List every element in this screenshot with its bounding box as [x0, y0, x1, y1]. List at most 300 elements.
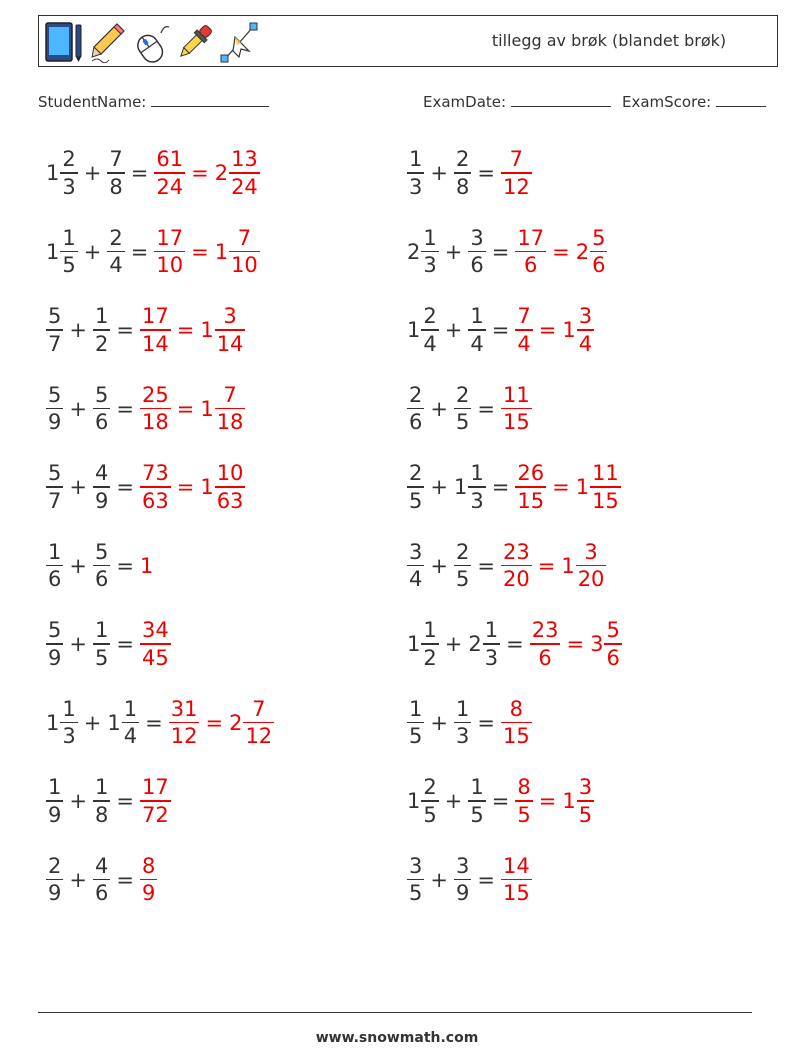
denominator: 10 [231, 253, 258, 278]
numerator: 23 [531, 618, 559, 643]
numerator: 2 [455, 539, 470, 564]
whole-number: 1 [46, 161, 60, 185]
numerator: 1 [94, 304, 109, 329]
denominator: 9 [48, 410, 62, 435]
numerator: 11 [502, 382, 530, 407]
numerator: 1 [484, 618, 499, 643]
fraction-term [46, 460, 63, 514]
numerator: 7 [517, 304, 531, 329]
student-name-label: StudentName: [38, 93, 147, 111]
fraction [154, 225, 185, 279]
whole-number: 1 [46, 239, 60, 264]
fraction [140, 617, 171, 671]
answer-term [140, 617, 171, 671]
plus-operator: + [430, 710, 448, 735]
answer-term [215, 146, 260, 200]
fraction [93, 539, 110, 593]
fraction [515, 774, 532, 828]
equals-operator: = [491, 318, 510, 342]
numerator: 1 [48, 539, 62, 564]
fraction-term [46, 303, 63, 357]
numerator: 8 [141, 853, 156, 878]
numerator: 5 [94, 382, 109, 407]
pipette-icon [175, 21, 215, 63]
denominator: 14 [141, 331, 169, 356]
fraction-term [107, 146, 124, 200]
plus-operator: + [69, 632, 87, 656]
denominator: 8 [94, 802, 109, 827]
plus-operator: + [83, 710, 102, 735]
fraction [407, 146, 424, 200]
numerator: 1 [94, 775, 109, 800]
fraction-term [454, 696, 471, 750]
denominator: 4 [578, 331, 593, 356]
fraction [454, 539, 471, 593]
denominator: 2 [94, 331, 109, 356]
fraction [468, 303, 485, 357]
fraction [515, 460, 546, 514]
equals-operator: = [116, 867, 134, 892]
numerator: 2 [423, 304, 437, 329]
fraction [215, 460, 246, 514]
fraction [407, 460, 424, 514]
denominator: 12 [245, 724, 273, 749]
answer-term [501, 146, 532, 200]
fraction [407, 382, 424, 436]
fraction [122, 696, 139, 750]
fraction [604, 617, 621, 671]
denominator: 6 [48, 567, 62, 592]
equals-operator: = [116, 475, 134, 499]
equals-operator: = [116, 632, 134, 656]
whole-number: 1 [46, 710, 60, 735]
numerator: 1 [470, 461, 484, 486]
student-name-blank[interactable] [151, 92, 269, 107]
denominator: 9 [455, 881, 470, 906]
problem-row [407, 299, 594, 361]
fraction [140, 460, 171, 514]
numerator: 2 [62, 147, 76, 172]
denominator: 6 [94, 881, 109, 906]
whole-number: 1 [214, 239, 229, 264]
fraction [93, 774, 110, 828]
problem-row [46, 299, 245, 361]
denominator: 63 [141, 488, 169, 513]
numerator: 5 [592, 225, 606, 250]
whole-number: 1 [407, 318, 421, 342]
fraction [140, 382, 171, 436]
equals-operator: = [191, 239, 209, 264]
numerator: 8 [517, 775, 531, 800]
fraction-term [407, 460, 424, 514]
answer-term [530, 617, 561, 671]
problem-row [407, 613, 622, 675]
plus-operator: + [69, 553, 87, 578]
denominator: 3 [423, 253, 437, 278]
denominator: 5 [470, 802, 484, 827]
numerator: 2 [423, 775, 437, 800]
fraction [515, 303, 532, 357]
numerator: 5 [48, 461, 62, 486]
problem-row [46, 142, 260, 204]
fraction [60, 696, 77, 750]
denominator: 5 [517, 802, 531, 827]
problem-row [407, 535, 606, 597]
fraction [454, 146, 471, 200]
numerator: 1 [62, 225, 76, 250]
denominator: 9 [94, 488, 109, 513]
fraction [577, 303, 594, 357]
fraction-term [407, 617, 439, 671]
answer-term [562, 303, 594, 357]
numerator: 1 [62, 696, 76, 721]
fraction-term [407, 696, 424, 750]
plus-operator: + [444, 318, 463, 342]
fraction [243, 696, 274, 750]
denominator: 4 [409, 567, 423, 592]
problem-row [46, 535, 154, 597]
fraction-term [46, 146, 78, 200]
numerator: 1 [409, 147, 423, 172]
numerator: 31 [170, 696, 198, 721]
whole-number: 2 [214, 161, 229, 185]
equals-operator: = [552, 475, 570, 499]
denominator: 72 [141, 802, 169, 827]
denominator: 6 [470, 253, 484, 278]
fraction [215, 303, 246, 357]
whole-number: 1 [200, 396, 214, 421]
fraction [501, 382, 532, 436]
equals-operator: = [130, 239, 149, 264]
denominator: 3 [484, 645, 499, 670]
equals-operator: = [566, 632, 585, 656]
answer-term [140, 382, 171, 436]
numerator: 3 [409, 539, 423, 564]
problem-row [46, 770, 171, 832]
numerator: 7 [237, 225, 252, 250]
fraction-term [454, 382, 471, 436]
numerator: 3 [584, 539, 598, 564]
denominator: 24 [231, 174, 258, 199]
denominator: 5 [62, 253, 76, 278]
fraction [46, 460, 63, 514]
plus-operator: + [444, 239, 463, 264]
equals-operator: = [477, 396, 495, 421]
denominator: 9 [48, 802, 62, 827]
denominator: 8 [455, 174, 470, 199]
fraction [46, 853, 63, 907]
numerator: 3 [578, 304, 593, 329]
fraction [229, 225, 260, 279]
denominator: 20 [577, 567, 605, 592]
denominator: 4 [517, 331, 531, 356]
problem-row [407, 456, 621, 518]
plus-operator: + [430, 553, 448, 578]
numerator: 1 [423, 618, 437, 643]
fraction [154, 146, 185, 200]
equals-operator: = [176, 396, 195, 421]
header-box [38, 15, 778, 67]
fraction [468, 225, 485, 279]
fraction [468, 460, 485, 514]
equals-operator: = [145, 710, 163, 735]
answer-term [576, 460, 621, 514]
equals-operator: = [477, 867, 495, 892]
plus-operator: + [444, 632, 463, 656]
denominator: 14 [216, 331, 244, 356]
fraction [93, 460, 110, 514]
plus-operator: + [430, 475, 448, 499]
problem-row [46, 849, 157, 911]
fraction-term [468, 225, 485, 279]
fraction [229, 146, 260, 200]
numerator: 2 [109, 225, 123, 250]
fraction-term [407, 303, 439, 357]
exam-score-blank[interactable] [716, 92, 766, 107]
equals-operator: = [116, 318, 134, 342]
numerator: 7 [509, 147, 524, 172]
fraction-term [93, 774, 110, 828]
denominator: 3 [470, 488, 484, 513]
equals-operator: = [538, 318, 557, 342]
plus-operator: + [69, 318, 87, 342]
denominator: 5 [409, 488, 423, 513]
fraction-term [407, 382, 424, 436]
footer-divider [38, 1012, 752, 1013]
numerator: 11 [592, 461, 619, 486]
numerator: 1 [409, 696, 423, 721]
denominator: 20 [502, 567, 530, 592]
denominator: 2 [423, 645, 437, 670]
equals-operator: = [176, 475, 195, 499]
equals-operator: = [537, 553, 556, 578]
denominator: 63 [216, 488, 244, 513]
fraction [46, 617, 63, 671]
answer-term [154, 225, 185, 279]
denominator: 6 [94, 410, 109, 435]
fraction-term [407, 225, 439, 279]
fraction [501, 539, 532, 593]
fraction [590, 225, 607, 279]
answer-term [576, 225, 608, 279]
problem-row [407, 849, 532, 911]
plus-operator: + [430, 867, 448, 892]
numerator: 25 [141, 382, 169, 407]
fraction-term [46, 617, 63, 671]
denominator: 5 [94, 645, 109, 670]
fraction [407, 696, 424, 750]
denominator: 15 [592, 488, 619, 513]
numerator: 4 [94, 853, 109, 878]
denominator: 15 [517, 488, 545, 513]
numerator: 14 [502, 853, 530, 878]
numerator: 1 [423, 225, 437, 250]
denominator: 4 [109, 253, 123, 278]
denominator: 5 [578, 802, 593, 827]
fraction-term [468, 303, 485, 357]
fraction [454, 853, 471, 907]
fraction-term [93, 303, 110, 357]
mouse-icon [131, 21, 171, 63]
answer-term [515, 460, 546, 514]
fraction [468, 774, 485, 828]
fraction [46, 303, 63, 357]
fraction-term [407, 774, 439, 828]
denominator: 7 [48, 331, 62, 356]
numerator: 73 [141, 461, 169, 486]
fraction-term [93, 460, 110, 514]
fraction [421, 774, 438, 828]
answer-term [215, 225, 260, 279]
denominator: 15 [502, 881, 530, 906]
fraction [60, 146, 77, 200]
whole-number: 2 [229, 710, 243, 735]
tablet-icon [45, 21, 85, 63]
pen-tool-icon [219, 21, 259, 63]
problem-row [46, 613, 171, 675]
numerator: 2 [455, 382, 470, 407]
answer-term [515, 225, 546, 279]
denominator: 15 [502, 724, 530, 749]
fraction [93, 303, 110, 357]
numerator: 7 [252, 696, 266, 721]
footer-site: www.snowmath.com [315, 1030, 479, 1046]
numerator: 8 [509, 696, 524, 721]
answer-term [501, 539, 532, 593]
fraction-term [93, 539, 110, 593]
numerator: 2 [455, 147, 470, 172]
denominator: 5 [409, 724, 423, 749]
numerator: 5 [48, 618, 62, 643]
denominator: 4 [423, 331, 437, 356]
pencil-icon [89, 21, 129, 63]
numerator: 10 [216, 461, 244, 486]
problem-row [407, 142, 532, 204]
fraction-term [46, 539, 63, 593]
answer-term [501, 696, 532, 750]
fraction [46, 774, 63, 828]
numerator: 2 [409, 382, 423, 407]
fraction [407, 539, 424, 593]
fraction-term [107, 225, 124, 279]
problem-row [407, 770, 594, 832]
fraction [501, 853, 532, 907]
fraction [169, 696, 200, 750]
answer-term [200, 460, 245, 514]
numerator: 5 [48, 304, 62, 329]
fraction [501, 146, 532, 200]
equals-operator: = [506, 632, 524, 656]
fraction-term [46, 696, 78, 750]
denominator: 45 [141, 645, 169, 670]
denominator: 3 [62, 174, 76, 199]
denominator: 18 [216, 410, 244, 435]
equals-operator: = [176, 318, 195, 342]
student-name-field [38, 92, 269, 111]
exam-score-label: ExamScore: [622, 93, 712, 111]
denominator: 9 [48, 645, 62, 670]
fraction [407, 853, 424, 907]
denominator: 15 [502, 410, 530, 435]
denominator: 6 [538, 645, 552, 670]
fraction-term [46, 853, 63, 907]
problem-row [407, 378, 532, 440]
denominator: 5 [455, 410, 470, 435]
answer-term [140, 853, 157, 907]
fraction [421, 303, 438, 357]
numerator: 13 [231, 147, 258, 172]
fraction-term [454, 146, 471, 200]
numerator: 17 [517, 225, 545, 250]
denominator: 24 [156, 174, 184, 199]
denominator: 10 [156, 253, 184, 278]
fraction-term [407, 146, 424, 200]
answer-term [140, 460, 171, 514]
whole-number: 2 [407, 239, 421, 264]
numerator: 1 [123, 696, 138, 721]
numerator: 34 [141, 618, 169, 643]
whole-number: 2 [575, 239, 590, 264]
fraction-term [454, 539, 471, 593]
fraction [483, 617, 500, 671]
plus-operator: + [69, 789, 87, 813]
fraction [140, 303, 171, 357]
numerator: 5 [606, 618, 620, 643]
fraction [107, 225, 124, 279]
equals-operator: = [116, 553, 134, 578]
fraction-term [46, 225, 78, 279]
answer-term [590, 617, 622, 671]
exam-date-blank[interactable] [511, 92, 611, 107]
numerator: 23 [502, 539, 530, 564]
answer-term [154, 146, 185, 200]
problem-row [46, 456, 245, 518]
fraction-term [468, 774, 485, 828]
fraction [93, 617, 110, 671]
equals-operator: = [116, 396, 134, 421]
denominator: 7 [48, 488, 62, 513]
problem-row [46, 692, 274, 754]
denominator: 6 [606, 645, 620, 670]
fraction [515, 225, 546, 279]
fraction-term [93, 382, 110, 436]
plus-operator: + [444, 789, 463, 813]
answer-term [140, 303, 171, 357]
whole-number: 1 [139, 553, 154, 578]
fraction-term [93, 617, 110, 671]
plus-operator: + [69, 396, 87, 421]
exam-score-field [622, 92, 766, 111]
answer-term [501, 382, 532, 436]
equals-operator: = [552, 239, 570, 264]
denominator: 3 [455, 724, 470, 749]
whole-number: 1 [407, 789, 421, 813]
fraction-term [454, 853, 471, 907]
answer-term [140, 554, 154, 578]
denominator: 6 [409, 410, 423, 435]
answer-term [561, 539, 606, 593]
whole-number: 1 [562, 318, 576, 342]
numerator: 7 [109, 147, 123, 172]
fraction [454, 382, 471, 436]
plus-operator: + [430, 396, 448, 421]
equals-operator: = [130, 161, 149, 185]
denominator: 3 [409, 174, 423, 199]
whole-number: 3 [590, 632, 604, 656]
denominator: 9 [48, 881, 62, 906]
plus-operator: + [83, 161, 102, 185]
numerator: 26 [517, 461, 545, 486]
